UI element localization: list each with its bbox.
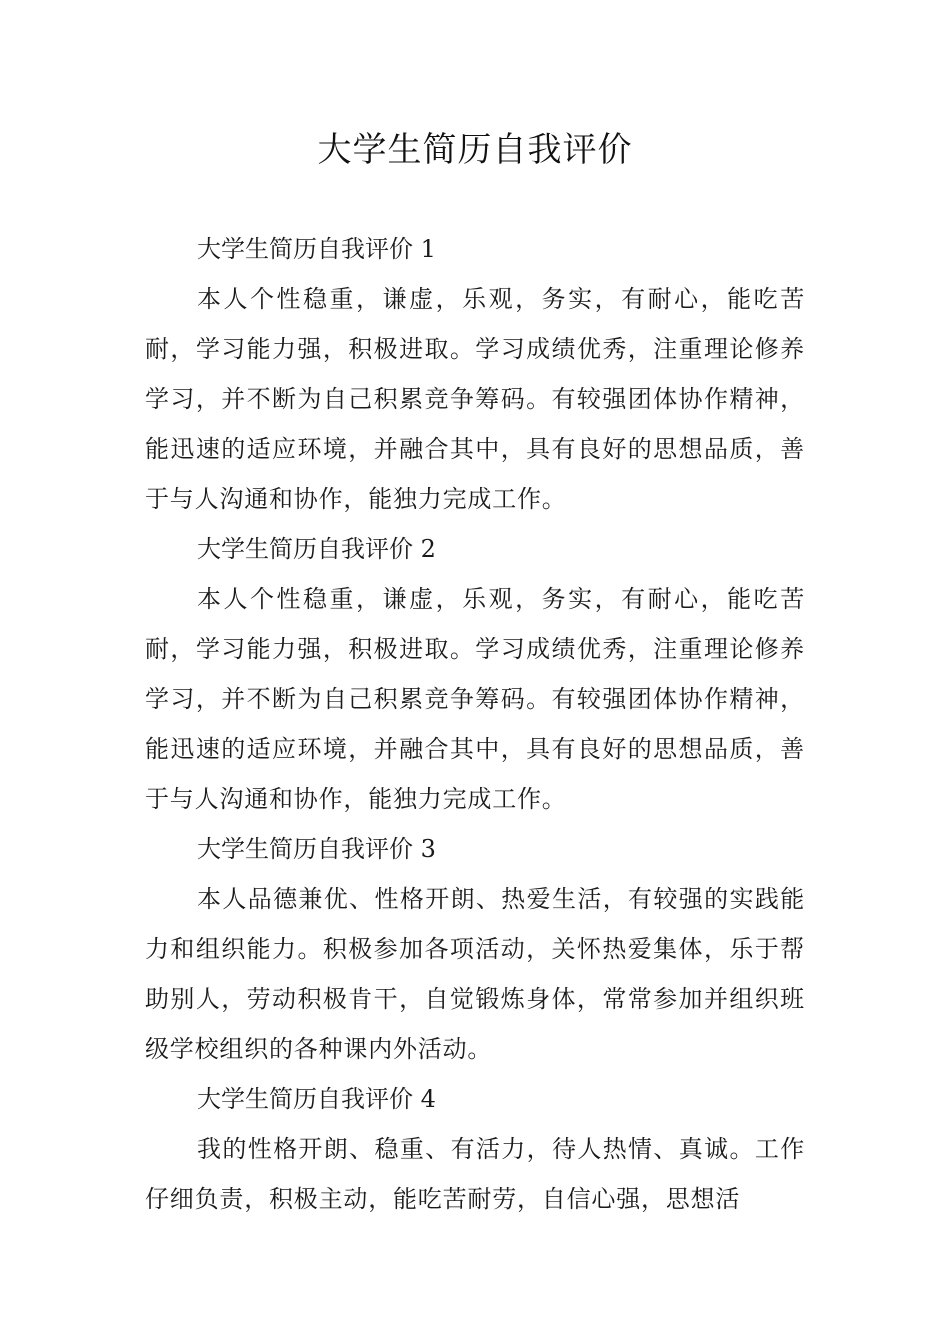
section-paragraph-3: 本人品德兼优、性格开朗、热爱生活，有较强的实践能力和组织能力。积极参加各项活动，关怀热爱集体，乐于帮助别人，劳动积极肯干，自觉锻炼身体，常常参加并组织班级学校组织的各种课内外活动。 <box>145 885 805 1063</box>
document-body <box>145 224 805 1224</box>
section-heading-2: 大学生简历自我评价 2 <box>197 535 436 563</box>
section-heading-1: 大学生简历自我评价 1 <box>197 235 436 263</box>
section-paragraph-2: 本人个性稳重，谦虚，乐观，务实，有耐心，能吃苦耐，学习能力强，积极进取。学习成绩优秀，注重理论修养学习，并不断为自己积累竞争筹码。有较强团体协作精神，能迅速的适应环境，并融合其中，具有良好的思想品质，善于与人沟通和协作，能独力完成工作。 <box>145 585 805 813</box>
section-heading-3: 大学生简历自我评价 3 <box>197 835 436 863</box>
section-heading-4: 大学生简历自我评价 4 <box>197 1085 436 1113</box>
document-title: 大学生简历自我评价 <box>317 130 633 170</box>
section-paragraph-4: 我的性格开朗、稳重、有活力，待人热情、真诚。工作仔细负责，积极主动，能吃苦耐劳，自信心强，思想活 <box>145 1135 805 1213</box>
section-paragraph-1: 本人个性稳重，谦虚，乐观，务实，有耐心，能吃苦耐，学习能力强，积极进取。学习成绩优秀，注重理论修养学习，并不断为自己积累竞争筹码。有较强团体协作精神，能迅速的适应环境，并融合其中，具有良好的思想品质，善于与人沟通和协作，能独力完成工作。 <box>145 285 805 513</box>
